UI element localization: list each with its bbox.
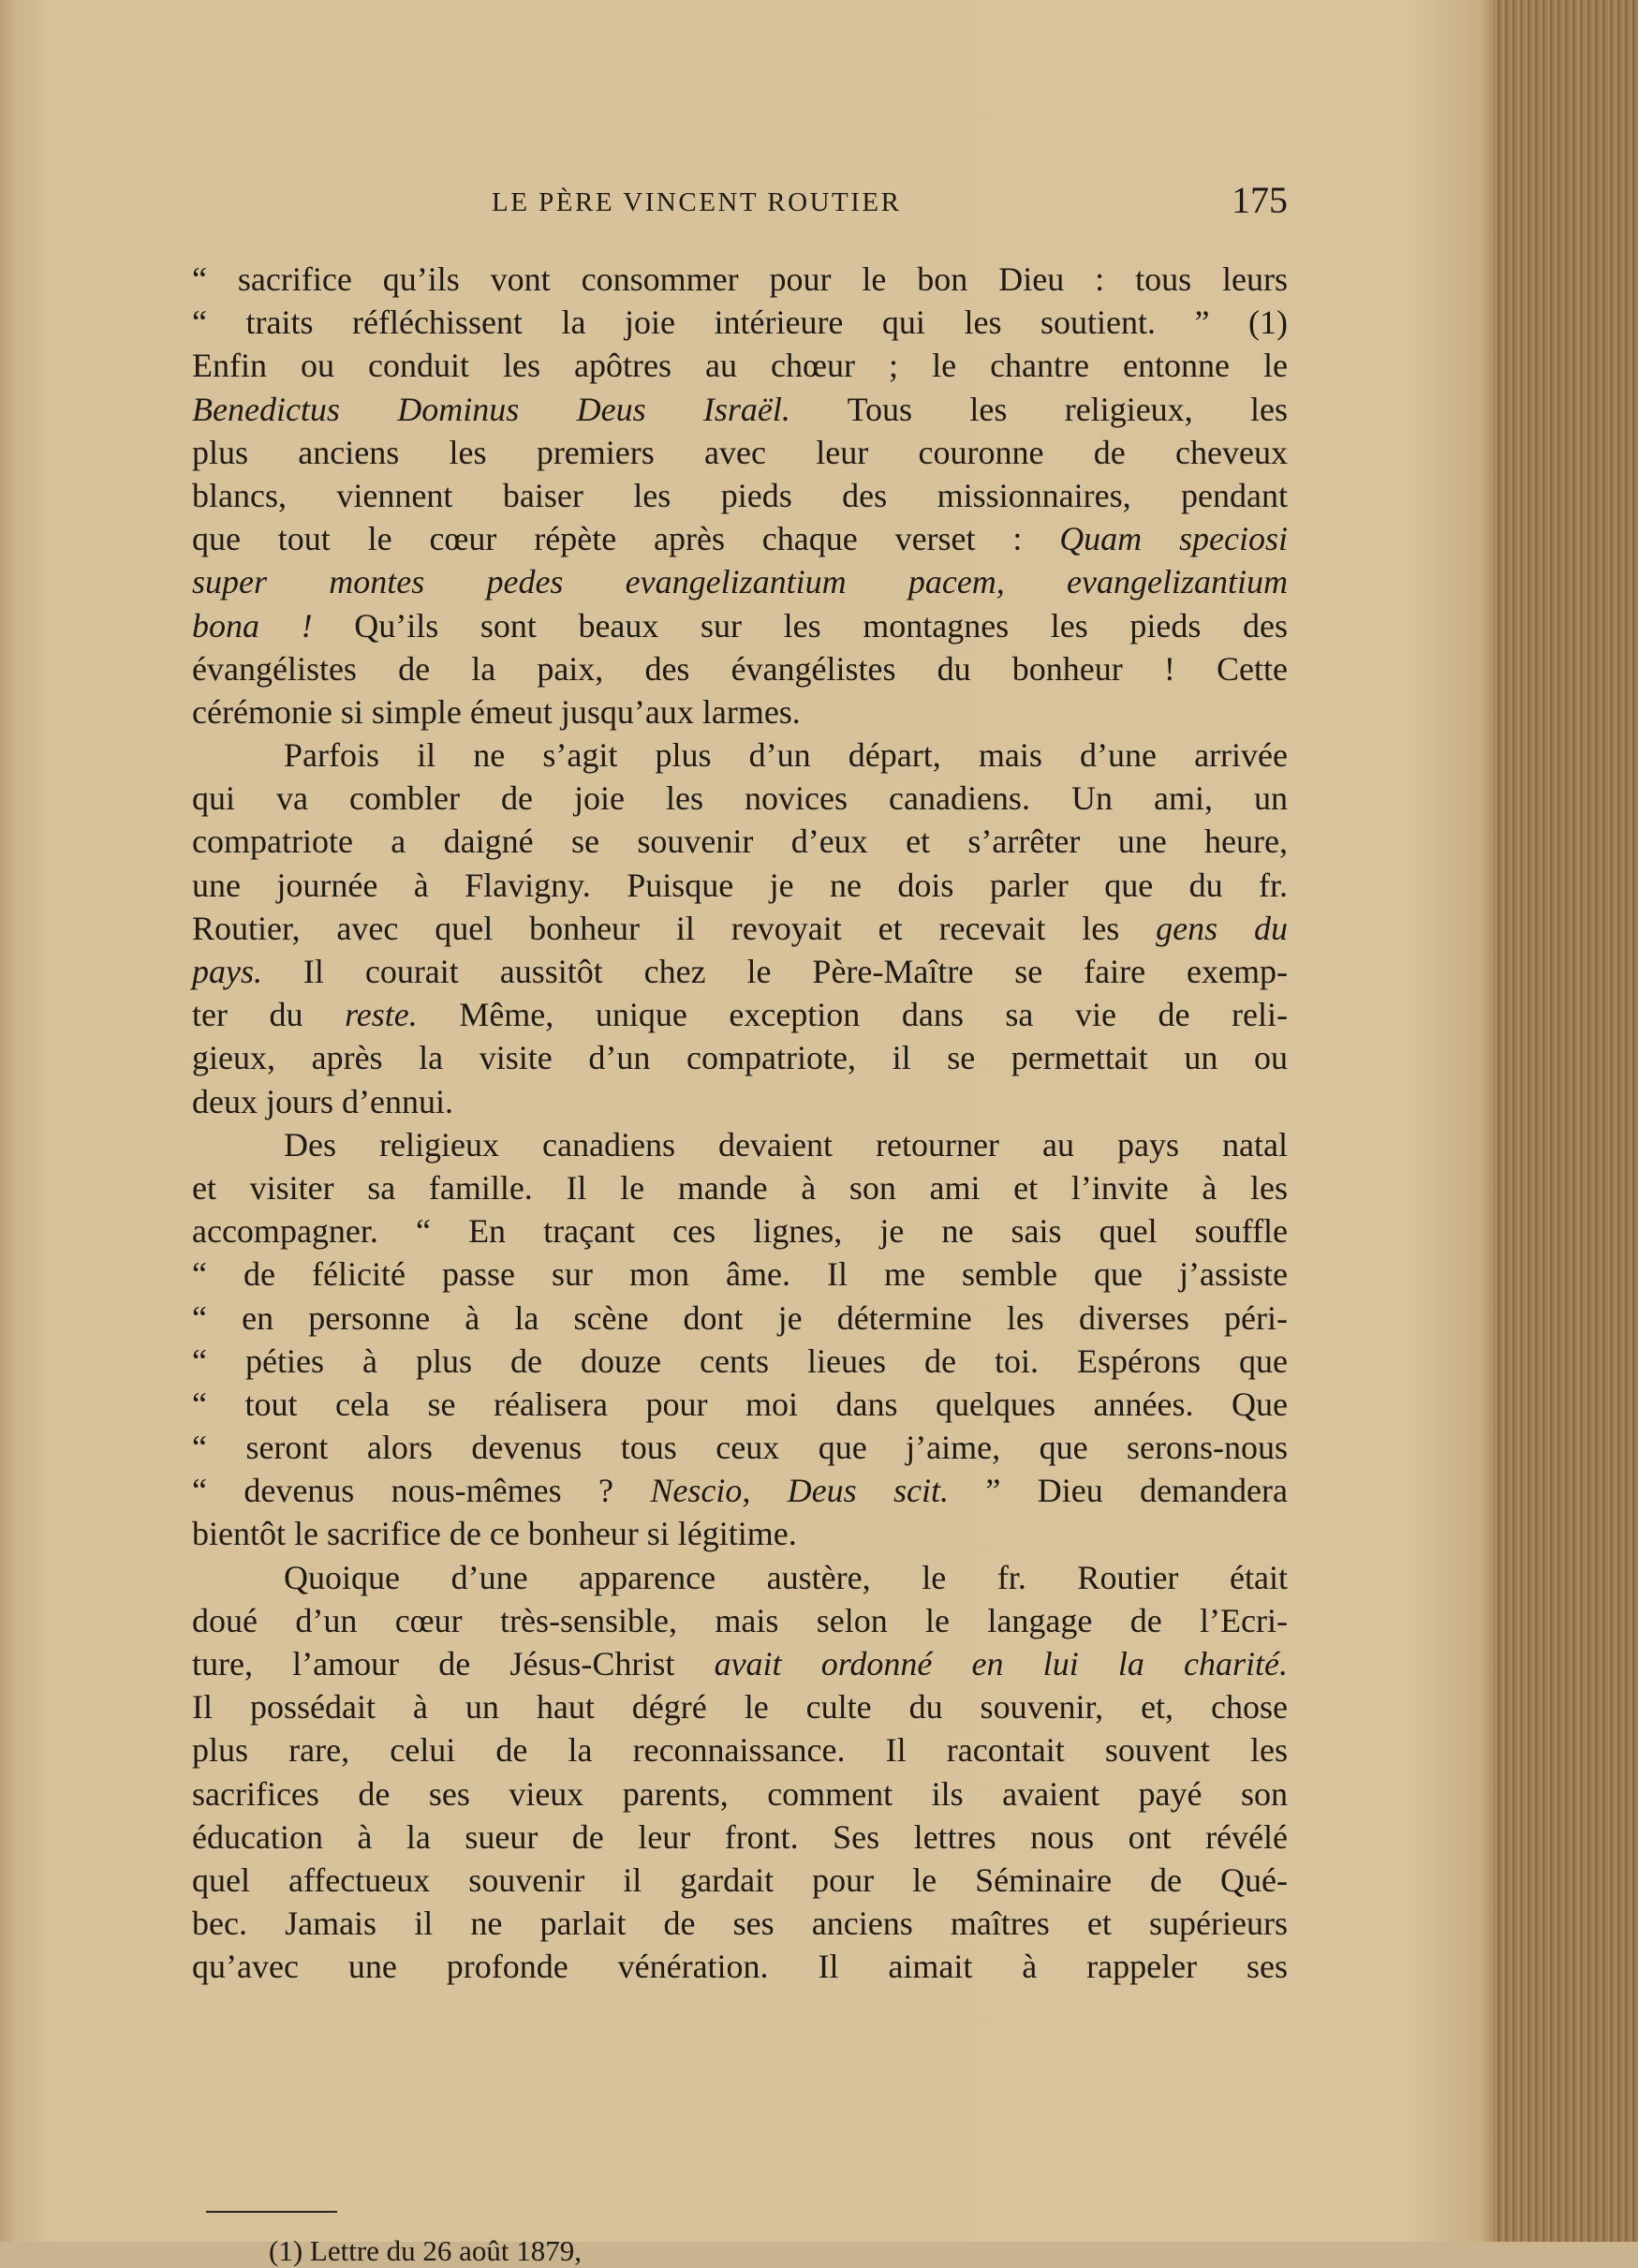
text-run: “ seront alors devenus tous ceux que j’aime, que serons-nous [192, 1429, 1288, 1467]
text-line [192, 1297, 1288, 1340]
text-line [192, 1599, 1288, 1642]
text-run: accompagner. “ En traçant ces lignes, je ne sais quel souffle [192, 1212, 1288, 1251]
text-run: qui va combler de joie les novices canadiens. Un ami, un [192, 779, 1288, 818]
text-run: “ péties à plus de douze cents lieues de toi. Espérons que [192, 1342, 1288, 1380]
text-line [192, 647, 1288, 690]
text-run: bec. Jamais il ne parlait de ses anciens maîtres et supérieurs [192, 1905, 1288, 1943]
footnote-rule [206, 2211, 337, 2213]
text-line [192, 1772, 1288, 1816]
text-run: et visiter sa famille. Il le mande à son ami et l’invite à les [192, 1168, 1288, 1207]
text-line [192, 777, 1288, 820]
text-run: Il possédait à un haut dégré le culte du souvenir, et, chose [192, 1688, 1288, 1727]
text-line [192, 1209, 1288, 1253]
text-line [192, 388, 1288, 431]
italic-run: gens du [1156, 909, 1288, 947]
text-run: cérémonie si simple émeut jusqu’aux larmes. [192, 692, 801, 731]
text-line [192, 1383, 1288, 1426]
text-line [192, 1123, 1288, 1166]
text-line [192, 1945, 1288, 1988]
page-number: 175 [1232, 179, 1288, 221]
text-line [192, 993, 1288, 1036]
text-line [192, 604, 1288, 647]
text-run: quel affectueux souvenir il gardait pour le Séminaire de Qué- [192, 1860, 1288, 1899]
text-line [192, 907, 1288, 950]
text-run: Routier, avec quel bonheur il revoyait et recevait les [192, 909, 1157, 947]
text-line [192, 1556, 1288, 1599]
text-run: “ tout cela se réalisera pour moi dans quelques années. Que [192, 1385, 1288, 1423]
text-run: “ sacrifice qu’ils vont consommer pour le bon Dieu : tous leurs [192, 260, 1288, 298]
body-text [192, 258, 1288, 1989]
text-run: Des religieux canadiens devaient retourner au pays natal [284, 1125, 1288, 1164]
running-head [192, 178, 1288, 234]
text-run: éducation à la sueur de leur front. Ses lettres nous ont révélé [192, 1817, 1288, 1856]
text-line [192, 1685, 1288, 1728]
text-line [192, 1728, 1288, 1771]
text-run: “ en personne à la scène dont je détermine les diverses péri- [192, 1298, 1288, 1337]
text-run: une journée à Flavigny. Puisque je ne dois parler que du fr. [192, 866, 1288, 904]
text-run: Quoique d’une apparence austère, le fr. Routier était [284, 1558, 1288, 1596]
text-run: blancs, viennent baiser les pieds des missionnaires, pendant [192, 476, 1288, 514]
text-line [192, 1469, 1288, 1512]
footnote: (1) Lettre du 26 août 1879, [269, 2234, 583, 2267]
text-run: bientôt le sacrifice de ce bonheur si légitime. [192, 1515, 797, 1553]
page-edge-stack [1494, 0, 1638, 2242]
text-line [192, 1816, 1288, 1859]
text-run: ter du [192, 996, 346, 1034]
text-run: que tout le cœur répète après chaque verset : [192, 520, 1060, 558]
text-run: Enfin ou conduit les apôtres au chœur ; le chantre entonne le [192, 347, 1288, 385]
text-line [192, 258, 1288, 301]
text-run: gieux, après la visite d’un compatriote, il se permettait un ou [192, 1039, 1288, 1077]
italic-run: pays. [192, 953, 262, 990]
text-run: Tous les religieux, les [789, 390, 1288, 428]
text-line [192, 517, 1288, 560]
italic-run: Benedictus Dominus Deus Israël. [192, 390, 790, 428]
text-line [192, 344, 1288, 387]
text-run: ture, l’amour de Jésus-Christ [192, 1645, 715, 1682]
italic-run: bona ! [192, 606, 313, 645]
text-run: deux jours d’ennui. [192, 1082, 453, 1120]
text-run: plus rare, celui de la reconnaissance. Il racontait souvent les [192, 1731, 1288, 1770]
text-run: Il courait aussitôt chez le Père-Maître se faire exemp- [262, 953, 1288, 990]
text-run: qu’avec une profonde vénération. Il aimait à rappeler ses [192, 1948, 1288, 1986]
italic-run: reste. [345, 996, 418, 1034]
text-line [192, 1036, 1288, 1079]
text-line [192, 1340, 1288, 1383]
italic-run: Quam speciosi [1059, 520, 1288, 558]
text-run: “ de félicité passe sur mon âme. Il me semble que j’assiste [192, 1255, 1288, 1294]
text-run: ” Dieu demandera [949, 1472, 1288, 1510]
text-line [192, 560, 1288, 603]
text-line [192, 864, 1288, 907]
text-run: “ devenus nous-mêmes ? [192, 1472, 651, 1510]
text-line [192, 1253, 1288, 1296]
text-run: plus anciens les premiers avec leur couronne de cheveux [192, 433, 1288, 471]
text-line [192, 1166, 1288, 1209]
text-run: doué d’un cœur très-sensible, mais selon le langage de l’Ecri- [192, 1601, 1288, 1639]
text-line [192, 301, 1288, 344]
italic-run: Nescio, Deus scit. [650, 1472, 950, 1510]
text-line [192, 734, 1288, 777]
text-run: Parfois il ne s’agit plus d’un départ, mais d’une arrivée [284, 736, 1288, 775]
text-run: sacrifices de ses vieux parents, comment ils avaient payé son [192, 1774, 1288, 1813]
text-line [192, 690, 1288, 734]
text-run: Qu’ils sont beaux sur les montagnes les pieds des [312, 606, 1288, 645]
text-line [192, 1512, 1288, 1555]
text-run: compatriote a daigné se souvenir d’eux et s’arrêter une heure, [192, 823, 1288, 861]
text-line [192, 1426, 1288, 1469]
text-line [192, 1642, 1288, 1685]
text-line [192, 1080, 1288, 1123]
text-line [192, 820, 1288, 863]
text-line [192, 1902, 1288, 1945]
text-line [192, 1859, 1288, 1902]
text-run: Même, unique exception dans sa vie de reli- [417, 996, 1288, 1034]
italic-run: avait ordonné en lui la charité. [714, 1645, 1288, 1682]
text-line [192, 431, 1288, 474]
italic-run: super montes pedes evangelizantium pacem, evangelizantium [192, 563, 1288, 601]
text-line [192, 474, 1288, 517]
text-run: “ traits réfléchissent la joie intérieure qui les soutient. ” (1) [192, 304, 1288, 342]
text-line [192, 950, 1288, 993]
running-head-title: LE PÈRE VINCENT ROUTIER [492, 187, 902, 217]
text-run: évangélistes de la paix, des évangélistes du bonheur ! Cette [192, 649, 1288, 688]
